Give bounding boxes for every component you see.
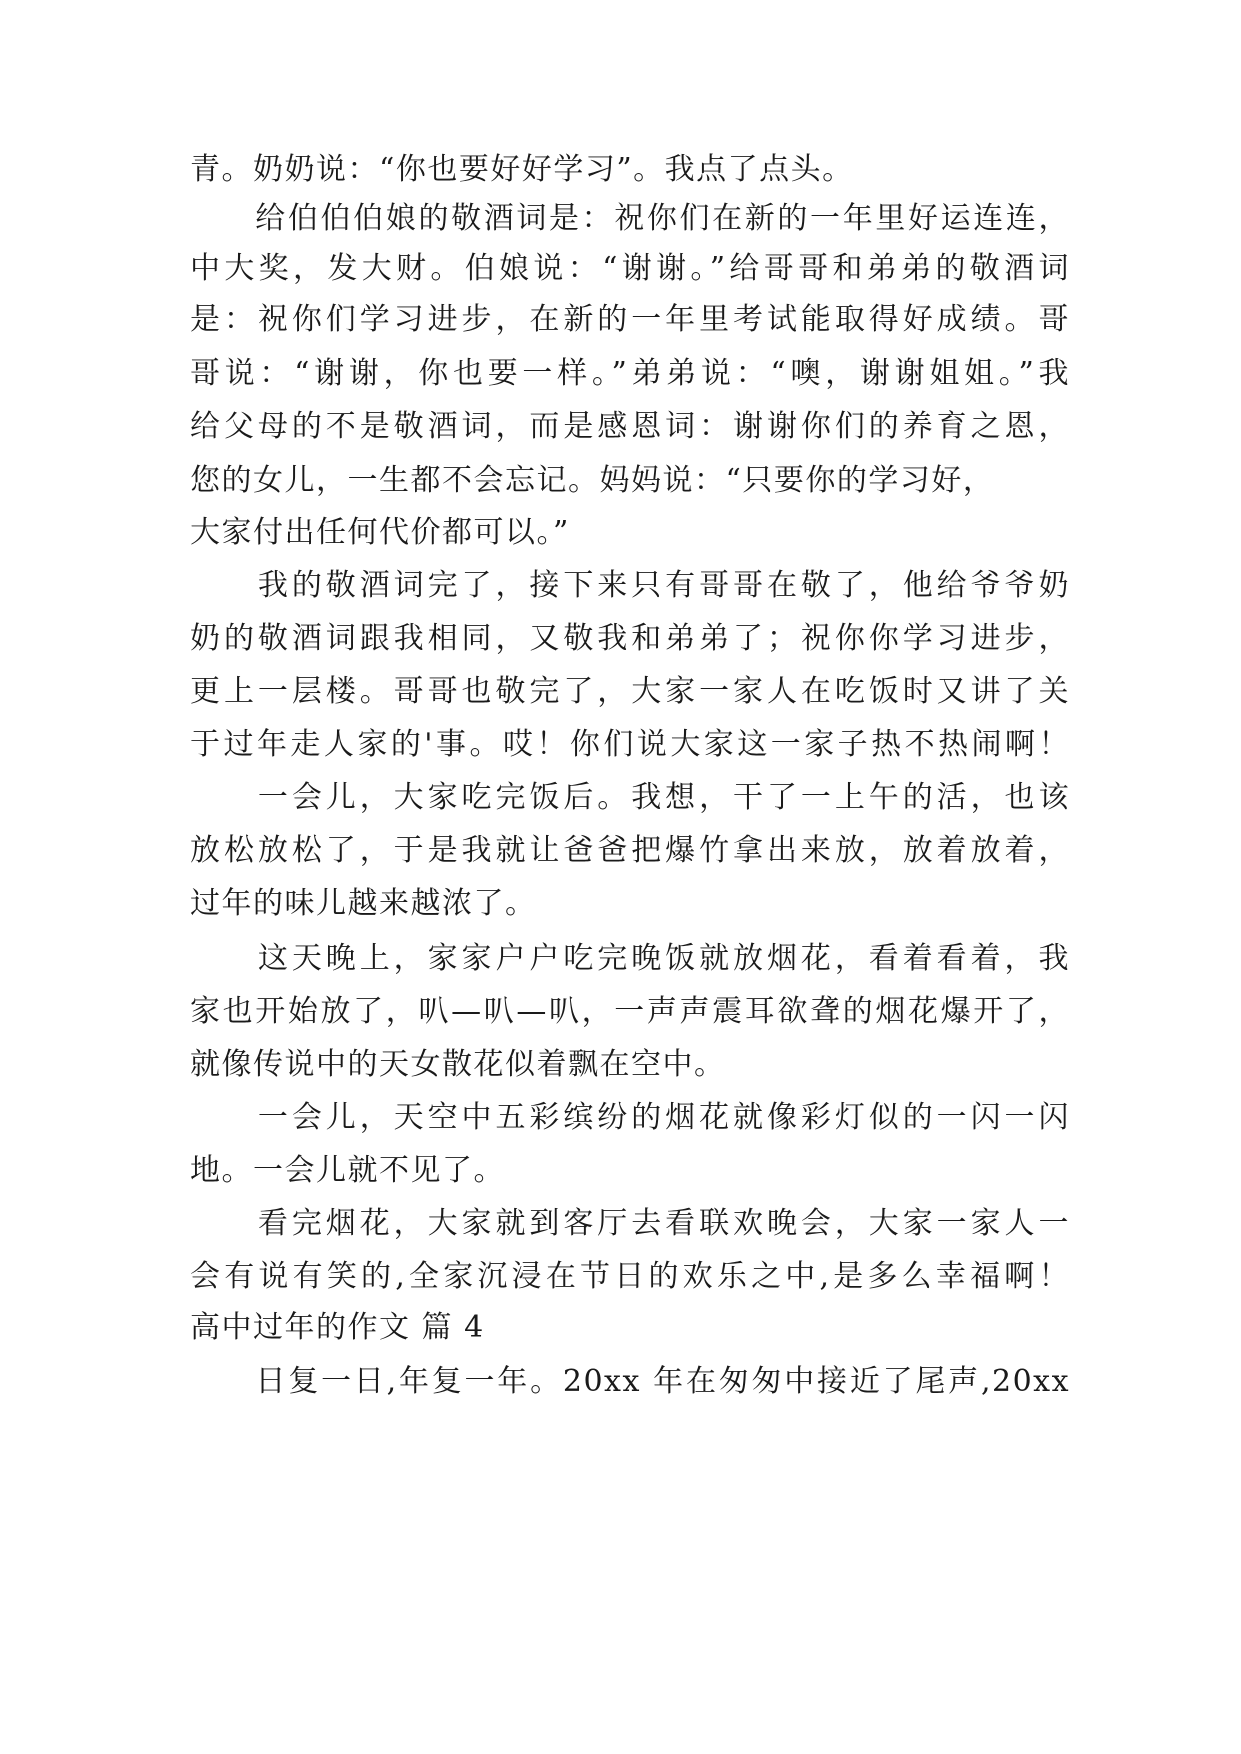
text-line: 家也开始放了，叭—叭—叭，一声声震耳欲聋的烟花爆开了，	[190, 994, 1070, 1029]
text-line: 就像传说中的天女散花似着飘在空中。	[190, 1047, 726, 1082]
text-line: 地。一会儿就不见了。	[190, 1153, 505, 1188]
text-line: 于过年走人家的'事。哎！你们说大家这一家子热不热闹啊！	[190, 727, 1070, 762]
text-line: 中大奖，发大财。伯娘说：“谢谢。”给哥哥和弟弟的敬酒词	[190, 251, 1070, 286]
text-line: 会有说有笑的,全家沉浸在节日的欢乐之中,是多么幸福啊！	[190, 1259, 1070, 1294]
text-line: 日复一日,年复一年。20xx 年在匆匆中接近了尾声,20xx	[190, 1364, 1070, 1399]
text-line: 这天晚上，家家户户吃完晚饭就放烟花，看着看着，我	[190, 941, 1070, 976]
text-line: 哥说：“谢谢，你也要一样。”弟弟说：“噢，谢谢姐姐。”我	[190, 356, 1070, 391]
text-line: 给父母的不是敬酒词，而是感恩词：谢谢你们的养育之恩，	[190, 409, 1070, 444]
text-line: 一会儿，大家吃完饭后。我想，干了一上午的活，也该	[190, 780, 1070, 815]
text-line: 放松放松了，于是我就让爸爸把爆竹拿出来放，放着放着，	[190, 833, 1070, 868]
text-line: 看完烟花，大家就到客厅去看联欢晚会，大家一家人一	[190, 1206, 1070, 1241]
section-heading: 高中过年的作文 篇 4	[190, 1310, 485, 1345]
text-line: 更上一层楼。哥哥也敬完了，大家一家人在吃饭时又讲了关	[190, 674, 1070, 709]
text-line: 大家付出任何代价都可以。”	[190, 515, 570, 550]
text-line: 您的女儿，一生都不会忘记。妈妈说：“只要你的学习好，	[190, 463, 995, 498]
text-line: 过年的味儿越来越浓了。	[190, 886, 537, 921]
text-line: 奶的敬酒词跟我相同，又敬我和弟弟了；祝你你学习进步，	[190, 621, 1070, 656]
text-line: 给伯伯伯娘的敬酒词是：祝你们在新的一年里好运连连，	[190, 201, 1070, 236]
text-line: 是：祝你们学习进步，在新的一年里考试能取得好成绩。哥	[190, 302, 1070, 337]
text-line: 我的敬酒词完了，接下来只有哥哥在敬了，他给爷爷奶	[190, 568, 1070, 603]
text-line: 一会儿，天空中五彩缤纷的烟花就像彩灯似的一闪一闪	[190, 1100, 1070, 1135]
text-line: 青。奶奶说：“你也要好好学习”。我点了点头。	[190, 152, 854, 187]
